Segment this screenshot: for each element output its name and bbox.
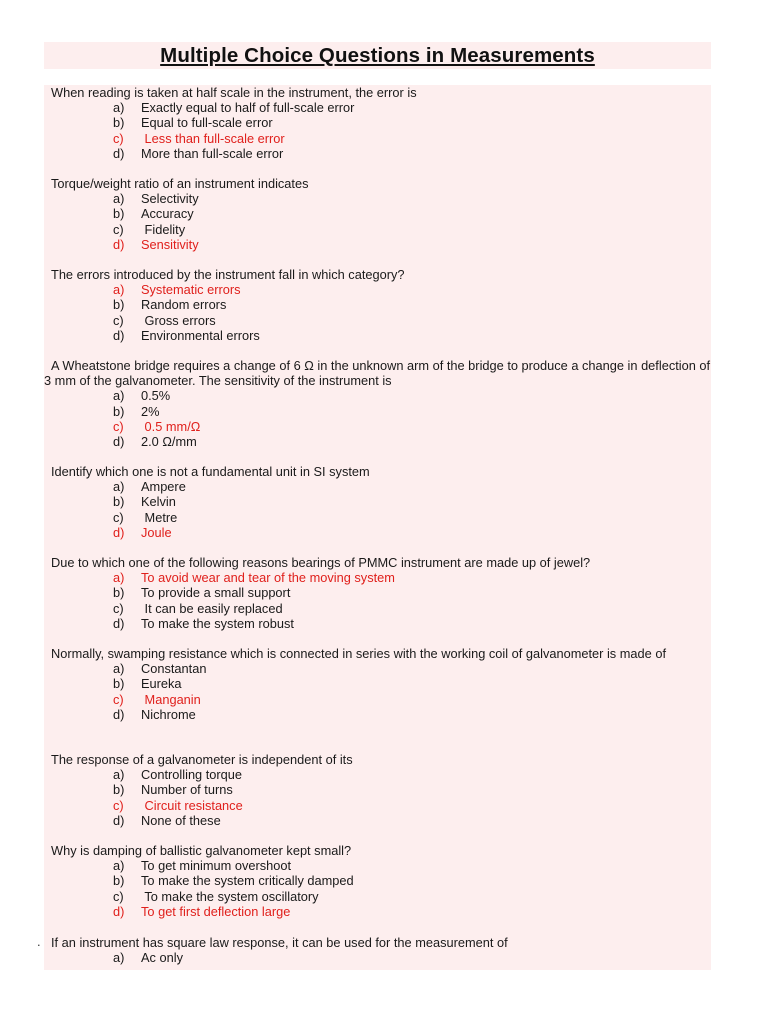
option-text: Nichrome [141,706,196,722]
option-a [44,191,711,206]
option-text: 0.5 mm/Ω [141,418,201,434]
question-3 [44,267,711,343]
option-text: Controlling torque [141,767,243,783]
option-text: Fidelity [141,221,186,237]
option-text: Ac only [141,950,183,966]
option-d [44,707,711,722]
option-text: Ampere [141,479,186,495]
option-b [44,585,711,600]
question-2 [44,176,711,252]
option-letter: a) [113,388,125,404]
questions-panel [44,85,711,970]
option-text: Environmental errors [141,327,260,343]
option-a-correct-answer [44,570,711,585]
option-text: To make the system oscillatory [141,888,319,904]
option-letter: b) [113,676,125,692]
option-letter: c) [113,509,124,525]
option-letter: c) [113,221,124,237]
option-a [44,661,711,676]
option-c-correct-answer [44,419,711,434]
option-text: To avoid wear and tear of the moving system [141,570,395,586]
option-b [44,782,711,797]
option-c-correct-answer [44,692,711,707]
option-letter: d) [113,433,125,449]
question-text: A Wheatstone bridge requires a change of 6 Ω in the unknown arm of the bridge to produce a change in deflection of 3 mm of the galvanometer. The sensitivity of the instrument is [44,358,711,389]
option-letter: b) [113,206,125,222]
question-text: Torque/weight ratio of an instrument indicates [51,176,309,191]
option-c [44,313,711,328]
question-text: When reading is taken at half scale in the instrument, the error is [51,85,417,100]
option-letter: c) [113,130,124,146]
option-a [44,388,711,403]
option-a [44,100,711,115]
option-text: Exactly equal to half of full-scale error [141,100,355,116]
option-text: To get first deflection large [141,903,291,919]
option-text: Selectivity [141,191,199,207]
option-letter: d) [113,812,125,828]
option-d [44,328,711,343]
option-b [44,206,711,221]
option-letter: a) [113,950,125,966]
option-text: Random errors [141,297,227,313]
option-letter: d) [113,615,125,631]
option-a [44,767,711,782]
option-letter: a) [113,661,125,677]
option-letter: d) [113,145,125,161]
option-text: Constantan [141,661,207,677]
option-b [44,873,711,888]
option-text: 0.5% [141,388,171,404]
option-text: To get minimum overshoot [141,858,292,874]
option-d-correct-answer [44,525,711,540]
option-text: More than full-scale error [141,145,284,161]
option-text: To make the system critically damped [141,873,354,889]
option-b [44,297,711,312]
option-b [44,676,711,691]
option-letter: c) [113,418,124,434]
option-text: To provide a small support [141,585,291,601]
option-text: Eureka [141,676,182,692]
option-c [44,889,711,904]
option-a [44,950,711,965]
option-letter: d) [113,706,125,722]
option-text: Sensitivity [141,236,199,252]
question-6 [44,555,711,631]
option-letter: c) [113,312,124,328]
option-letter: a) [113,100,125,116]
question-1 [44,85,711,161]
option-letter: c) [113,888,124,904]
option-b [44,404,711,419]
question-text: The errors introduced by the instrument fall in which category? [51,267,405,282]
option-letter: b) [113,403,125,419]
question-text: Identify which one is not a fundamental unit in SI system [51,464,370,479]
option-a [44,479,711,494]
option-c-correct-answer [44,131,711,146]
question-text: Due to which one of the following reasons bearings of PMMC instrument are made up of jewel? [51,555,591,570]
option-d [44,616,711,631]
stray-mark: . [37,934,41,949]
question-text: If an instrument has square law response, it can be used for the measurement of [51,935,508,950]
question-text: Why is damping of ballistic galvanometer kept small? [51,843,352,858]
option-letter: b) [113,494,125,510]
option-text: Number of turns [141,782,233,798]
question-text: Normally, swamping resistance which is connected in series with the working coil of galvanometer is made of [51,646,666,661]
option-letter: c) [113,691,124,707]
option-d [44,434,711,449]
option-letter: a) [113,479,125,495]
question-5 [44,464,711,540]
option-d-correct-answer [44,237,711,252]
option-text: Metre [141,509,178,525]
question-8 [44,752,711,828]
option-letter: b) [113,585,125,601]
option-text: It can be easily replaced [141,600,283,616]
option-letter: c) [113,600,124,616]
option-letter: b) [113,297,125,313]
option-letter: c) [113,797,124,813]
option-text: Accuracy [141,206,194,222]
option-text: Systematic errors [141,282,241,298]
option-c [44,222,711,237]
option-text: 2% [141,403,160,419]
option-text: To make the system robust [141,615,294,631]
option-b [44,115,711,130]
option-letter: b) [113,873,125,889]
option-letter: a) [113,570,125,586]
question-10 [44,935,711,965]
option-letter: a) [113,858,125,874]
question-4 [44,358,711,449]
option-text: Manganin [141,691,201,707]
option-text: Equal to full-scale error [141,115,273,131]
option-letter: a) [113,191,125,207]
option-a-correct-answer [44,282,711,297]
option-text: 2.0 Ω/mm [141,433,197,449]
option-text: Joule [141,524,172,540]
option-letter: d) [113,236,125,252]
option-letter: a) [113,282,125,298]
page-title: Multiple Choice Questions in Measurements [160,43,595,67]
question-text: The response of a galvanometer is independent of its [51,752,353,767]
option-letter: b) [113,115,125,131]
title-band [44,42,711,69]
option-c [44,601,711,616]
option-letter: d) [113,524,125,540]
option-text: Circuit resistance [141,797,243,813]
option-text: None of these [141,812,221,828]
option-b [44,494,711,509]
option-d-correct-answer [44,904,711,919]
option-text: Less than full-scale error [141,130,285,146]
option-d [44,813,711,828]
option-letter: a) [113,767,125,783]
question-9 [44,843,711,919]
option-d [44,146,711,161]
question-7 [44,646,711,722]
option-c-correct-answer [44,798,711,813]
option-letter: d) [113,327,125,343]
option-text: Gross errors [141,312,216,328]
option-letter: d) [113,903,125,919]
option-c [44,510,711,525]
option-a [44,858,711,873]
option-letter: b) [113,782,125,798]
option-text: Kelvin [141,494,176,510]
